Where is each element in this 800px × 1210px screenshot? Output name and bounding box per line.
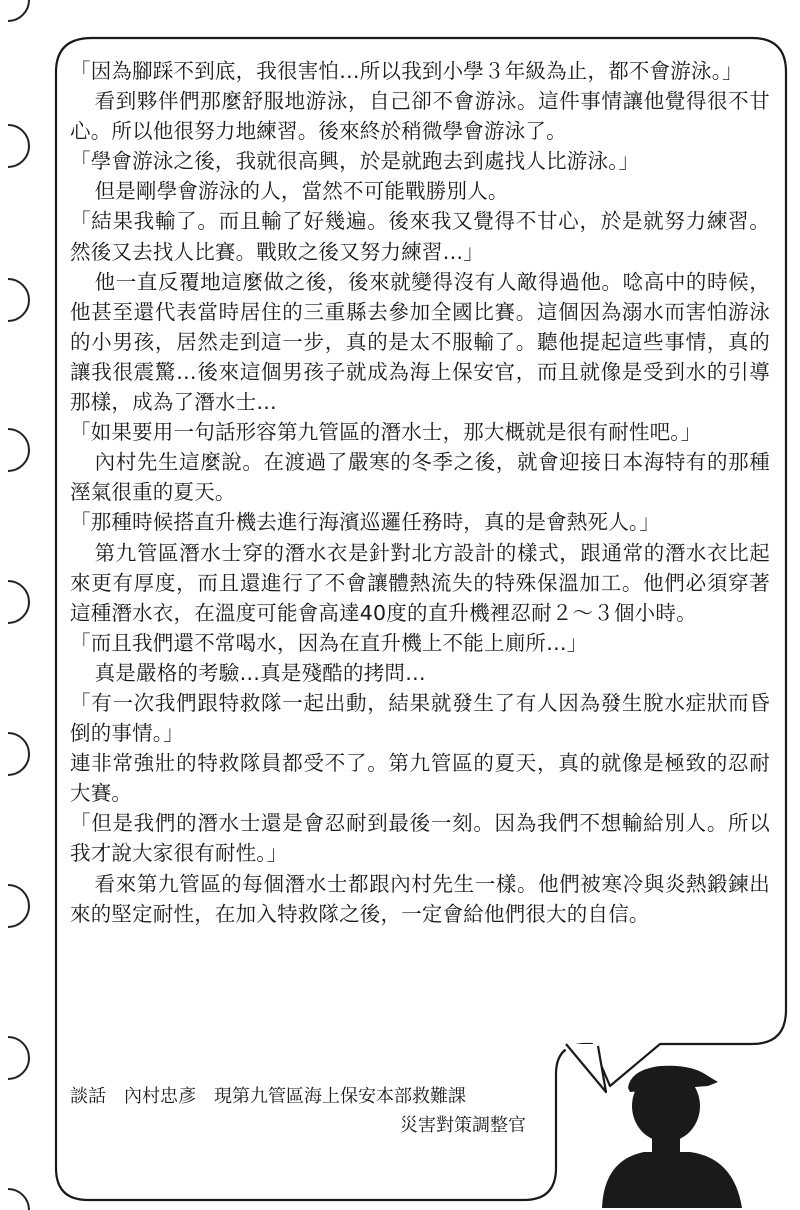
person-silhouette-icon bbox=[600, 1048, 750, 1208]
paragraph: 「有一次我們跟特救隊一起出動，結果就發生了有人因為發生脫水症狀而昏倒的事情。」 bbox=[70, 690, 770, 746]
paragraph: 連非常強壯的特救隊員都受不了。第九管區的夏天，真的就像是極致的忍耐大賽。 bbox=[70, 751, 770, 806]
paragraph: 看到夥伴們那麼舒服地游泳，自己卻不會游泳。這件事情讓他覺得很不甘心。所以他很努力地練習。後來終於稍微學會游泳了。 bbox=[70, 89, 770, 144]
paragraph: 第九管區潛水士穿的潛水衣是針對北方設計的樣式，跟通常的潛水衣比起來更有厚度，而且還進行了不會讓體熱流失的特殊保溫加工。他們必須穿著這種潛水衣，在溫度可能會高達40度的直升機裡忍耐２～３個小時。 bbox=[70, 540, 770, 625]
speaker-credit bbox=[70, 1082, 530, 1140]
paragraph: 他一直反覆地這麼做之後，後來就變得沒有人敵得過他。唸高中的時候，他甚至還代表當時居住的三重縣去參加全國比賽。這個因為溺水而害怕游泳的小男孩，居然走到這一步，真的是太不服輸了。聽他提起這些事情，真的讓我很震驚…後來這個男孩子就成為海上保安官，而且就像是受到水的引導那樣，成為了潛水士… bbox=[70, 269, 770, 415]
paragraph: 「結果我輸了。而且輸了好幾遍。後來我又覺得不甘心，於是就努力練習。然後又去找人比賽。戰敗之後又努力練習…」 bbox=[70, 209, 770, 264]
paragraph: 「學會游泳之後，我就很高興，於是就跑去到處找人比游泳。」 bbox=[70, 149, 640, 174]
paragraph: 但是剛學會游泳的人，當然不可能戰勝別人。 bbox=[94, 179, 509, 204]
paragraph: 看來第九管區的每個潛水士都跟內村先生一樣。他們被寒冷與炎熱鍛鍊出來的堅定耐性，在加入特救隊之後，一定會給他們很大的自信。 bbox=[70, 871, 770, 926]
paragraph: 「如果要用一句話形容第九管區的潛水士，那大概就是很有耐性吧。」 bbox=[70, 420, 702, 445]
paragraph: 「而且我們還不常喝水，因為在直升機上不能上廁所…」 bbox=[70, 630, 588, 655]
paragraph: 「但是我們的潛水士還是會忍耐到最後一刻。因為我們不想輸給別人。所以我才說大家很有耐性。」 bbox=[70, 811, 770, 866]
paragraph: 真是嚴格的考驗…真是殘酷的拷問… bbox=[94, 660, 426, 685]
paragraph: 「因為腳踩不到底，我很害怕…所以我到小學３年級為止，都不會游泳。」 bbox=[70, 59, 743, 83]
paragraph: 內村先生這麼說。在渡過了嚴寒的冬季之後，就會迎接日本海特有的那種溼氣很重的夏天。 bbox=[70, 450, 770, 505]
article-body bbox=[70, 56, 770, 929]
paragraph: 「那種時候搭直升機去進行海濱巡邏任務時，真的是會熱死人。」 bbox=[70, 510, 661, 535]
credit-line-1: 談話 內村忠彥 現第九管區海上保安本部救難課 bbox=[70, 1086, 466, 1107]
credit-line-2: 災害對策調整官 bbox=[400, 1115, 526, 1136]
